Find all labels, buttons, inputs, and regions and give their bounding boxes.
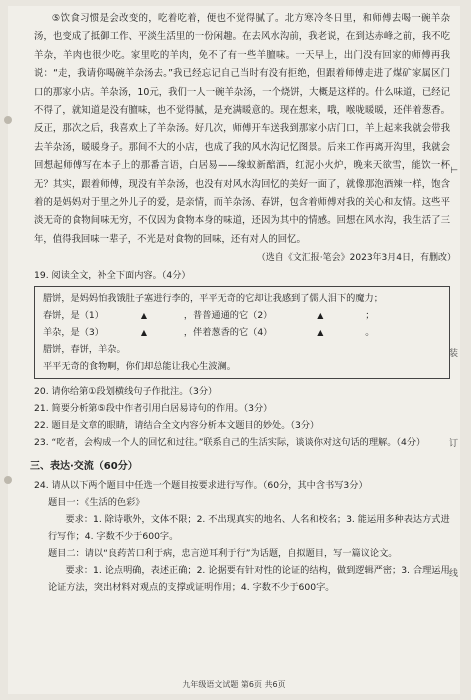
answer-blank-2[interactable]: ▲: [317, 311, 324, 321]
topic-2-requirements: 要求：1. 论点明确，表述正确；2. 论据要有针对性的论证的结构，做到逻辑严密；3. 合理运用论证方法，突出材料对观点的支撑或证明作用；4. 字数不少于600字。: [48, 565, 450, 594]
blank-label: 羊杂，是（3）: [43, 327, 104, 339]
q19-line: 平平无奇的食物啊，你们却总能让我心生波澜。: [43, 361, 236, 373]
answer-blank-3[interactable]: ▲: [140, 328, 147, 338]
question-20: 20. 请你给第①段划横线句子作批注。（3分）: [34, 386, 218, 398]
binding-hole: [4, 116, 12, 124]
topic-1-requirements: 要求：1. 除诗歌外，文体不限；2. 不出现真实的地名、人名和校名；3. 能运用多种表达方式进行写作；4. 字数不少于600字。: [48, 514, 450, 543]
answer-blank-4[interactable]: ▲: [317, 328, 324, 338]
answer-blank-1[interactable]: ▲: [140, 311, 147, 321]
q19-line: 羊杂，是（3） ▲ ，伴着葱香的它（4） ▲ 。: [43, 324, 441, 341]
question-21: 21. 简要分析第⑤段中作者引用白居易诗句的作用。（3分）: [34, 403, 273, 415]
section-3-heading: 三、表达·交流（60分）: [30, 461, 138, 473]
question-23: 23. “吃者，会构成一个人的回忆和过往。”联系自己的生活实际，谈谈你对这句话的理解。（4分）: [34, 437, 426, 449]
binding-mark: 装: [448, 349, 458, 359]
q24-title: 24. 请从以下两个题目中任选一个题目按要求进行写作。（60分，其中含书写3分）: [34, 480, 368, 492]
blank-label: ，伴着葱香的它（4）: [183, 327, 273, 339]
q19-line: 春饼，是（1） ▲ ，普普通通的它（2） ▲ ；: [43, 307, 441, 324]
binding-mark: 订: [448, 439, 458, 449]
source-note: （选自《文汇报·笔会》2023年3月4日，有删改）: [256, 253, 456, 264]
passage-text: ⑤饮食习惯是会改变的，吃着吃着，便也不觉得腻了。北方寒冷冬日里，和师傅去喝一碗羊杂汤，也变成了抵御工作、平淡生活里的一份闲趣。在去风水沟前，我老说，在到达赤峰之前，我不吃羊杂，羊肉也很少吃。家里吃的羊肉，免不了有一些羊膻味。一天早上，出门没有回家的师傅再我说：“走，我请你喝碗羊杂汤去。”我已经忘记自己当时有没有拒绝，但跟着师傅走进了煤矿家属区门口的那家小店。羊杂汤，10元，我们一人一碗羊杂汤，一个烧饼，大概是这样的。什么味道，已经记不得了，就知道是没有膻味，也不觉得腻，是充满暖意的。现在想来，哦，喉咙暖暖，还伴着葱香。反正，那次之后，我喜欢上了羊杂汤。好几次，师傅开车送我到那家小店门口，羊上起来我就会带我去羊杂汤，暖暖身子。那间不大的小店，也成了我的风水沟记忆图景。后来工作再离开沟里，我就会回想起师傅写在本子上的那番言语，白居易——缘蚁新醅酒，红泥小火炉，晚来天欲雪，能饮一杯无？其实，跟着师傅，现没有羊杂汤，也没有对风水沟回忆的美好一面了，就像那泡酒辣一样，饱含着的是妈妈对于里之外儿子的爱，是亲情，而羊杂汤、春饼，包含着师傅对我的关心和友情。这些平淡无奇的食物间味无穷，不仅因为食物本身的味道，还因为其中的情感。回想在风水沟，我生活了三年，值得我回味一辈子，不光是对食物的回味，还有对人的回忆。: [34, 13, 450, 245]
blank-label: ，普普通通的它（2）: [183, 310, 273, 322]
q19-line: 腊饼，是妈妈怕我饿肚子塞进行李的，平平无奇的它却让我感到了儒人泪下的魔力；: [43, 293, 383, 305]
q19-line: 腊饼，春饼，羊杂。: [43, 344, 126, 356]
blank-label: 春饼，是（1）: [43, 310, 104, 322]
topic-2-label: 题目二：请以“良药苦口利于病，忠言逆耳利于行”为话题，自拟题目，写一篇议论文。: [48, 548, 398, 560]
page-footer: 九年级语文试题 第6页 共6页: [182, 680, 286, 689]
exam-page: [8, 6, 460, 694]
question-22: 22. 题目是文章的眼睛，请结合全文内容分析本文题目的妙处。（3分）: [34, 420, 320, 432]
q19-title: 19. 阅读全文，补全下面内容。（4分）: [34, 270, 191, 282]
binding-hole: [4, 476, 12, 484]
binding-mark: 线: [448, 569, 458, 579]
passage-paragraph: [8, 6, 460, 249]
binding-mark: ⊢: [450, 166, 458, 176]
topic-1-label: 题目一：《生活的色彩》: [48, 497, 145, 509]
q19-box: [34, 286, 450, 379]
